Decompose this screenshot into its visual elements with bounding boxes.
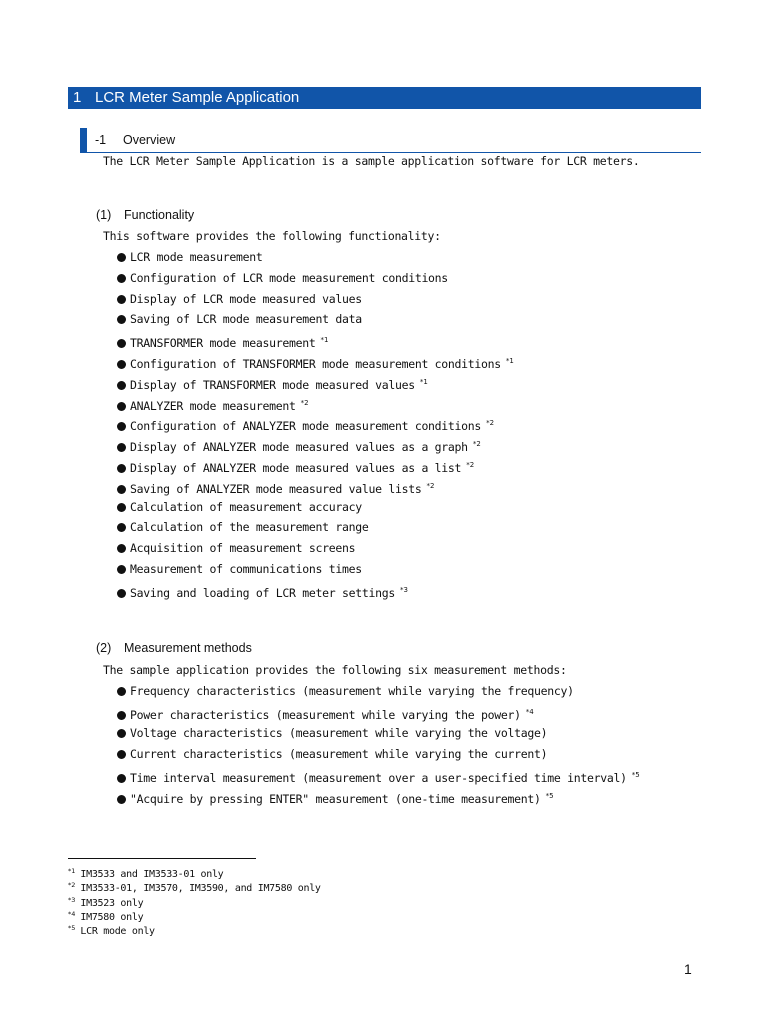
- bullet-icon: [117, 589, 126, 598]
- page-number: 1: [684, 961, 692, 977]
- functionality-list: [117, 247, 514, 601]
- list-item: [117, 744, 640, 765]
- list-item: [117, 351, 514, 372]
- footnote-reference: *5: [631, 771, 640, 779]
- list-item: [117, 372, 514, 393]
- section-number: -1: [95, 133, 107, 147]
- footnote-reference: *3: [399, 585, 408, 594]
- bullet-icon: [117, 729, 126, 738]
- footnote-list: [68, 864, 321, 938]
- footnote-reference: *1: [419, 377, 428, 386]
- footnote: [68, 921, 321, 938]
- footnote-text: LCR mode only: [80, 926, 155, 938]
- list-item: [117, 497, 514, 518]
- list-item: [117, 538, 514, 559]
- list-item: [117, 786, 640, 807]
- footnote-text: IM3533-01, IM3570, IM3590, and IM7580 only: [80, 883, 321, 895]
- functionality-heading: [96, 208, 194, 222]
- list-item-text: Saving and loading of LCR meter settings: [130, 585, 395, 600]
- list-item: [117, 413, 514, 434]
- bullet-icon: [117, 381, 126, 390]
- bullet-icon: [117, 295, 126, 304]
- footnote-text: IM3533 and IM3533-01 only: [80, 869, 224, 880]
- list-item-text: Current characteristics (measurement while varying the current): [130, 747, 548, 761]
- chapter-title: LCR Meter Sample Application: [95, 89, 300, 106]
- methods-heading-number: (2): [96, 641, 112, 655]
- bullet-icon: [117, 750, 126, 759]
- bullet-icon: [117, 443, 126, 452]
- list-item-text: Configuration of TRANSFORMER mode measurement conditions: [130, 356, 501, 371]
- chapter-number: 1: [73, 89, 82, 106]
- list-item: [117, 580, 514, 601]
- footnote-mark: *2: [68, 881, 76, 890]
- bullet-icon: [117, 253, 126, 262]
- list-item-text: Saving of LCR mode measurement data: [130, 312, 362, 327]
- list-item: [117, 681, 640, 702]
- footnote-reference: *2: [472, 440, 481, 449]
- section-rule: [87, 152, 701, 153]
- list-item-text: LCR mode measurement: [130, 250, 263, 264]
- footnote-text: IM3523 only: [80, 897, 144, 909]
- footnote-mark: *3: [68, 895, 76, 904]
- footnote-reference: *4: [525, 708, 534, 716]
- footnote: [68, 878, 321, 895]
- list-item-text: Power characteristics (measurement while varying the power): [130, 708, 521, 722]
- list-item-text: Display of ANALYZER mode measured values as a graph: [130, 440, 468, 455]
- list-item: [117, 393, 514, 414]
- bullet-icon: [117, 565, 126, 574]
- footnote-mark: *4: [68, 909, 76, 918]
- methods-intro: The sample application provides the following six measurement methods:: [103, 663, 567, 677]
- bullet-icon: [117, 544, 126, 553]
- list-item-text: ANALYZER mode measurement: [130, 398, 296, 413]
- list-item: [117, 723, 640, 744]
- list-item-text: "Acquire by pressing ENTER" measurement (one-time measurement): [130, 792, 541, 806]
- list-item-text: Acquisition of measurement screens: [130, 541, 356, 556]
- footnote-reference: *2: [486, 419, 495, 428]
- list-item-text: Display of TRANSFORMER mode measured values: [130, 377, 415, 392]
- list-item-text: Configuration of LCR mode measurement conditions: [130, 270, 448, 285]
- list-item: [117, 476, 514, 497]
- list-item-text: Calculation of the measurement range: [130, 520, 369, 535]
- footnote: [68, 907, 321, 921]
- list-item: [117, 289, 514, 310]
- bullet-icon: [117, 315, 126, 324]
- functionality-heading-number: (1): [96, 208, 112, 222]
- list-item-text: Display of ANALYZER mode measured values as a list: [130, 460, 462, 475]
- footnote-reference: *2: [426, 481, 435, 490]
- bullet-icon: [117, 774, 126, 783]
- list-item-text: Frequency characteristics (measurement while varying the frequency): [130, 684, 574, 698]
- section-marker: [80, 128, 87, 153]
- footnote-reference: *1: [320, 336, 329, 345]
- list-item: [117, 702, 640, 723]
- bullet-icon: [117, 464, 126, 473]
- bullet-icon: [117, 274, 126, 283]
- bullet-icon: [117, 402, 126, 411]
- methods-heading-text: Measurement methods: [124, 641, 252, 655]
- list-item: [117, 268, 514, 289]
- bullet-icon: [117, 687, 126, 696]
- list-item-text: Measurement of communications times: [130, 561, 362, 576]
- list-item-text: Display of LCR mode measured values: [130, 291, 362, 306]
- bullet-icon: [117, 711, 126, 720]
- list-item: [117, 434, 514, 455]
- list-item: [117, 247, 514, 268]
- footnote-reference: *5: [545, 792, 554, 800]
- bullet-icon: [117, 503, 126, 512]
- overview-paragraph: The LCR Meter Sample Application is a sample application software for LCR meters.: [103, 154, 640, 168]
- footnote-rule: [68, 858, 256, 859]
- footnote-mark: *1: [68, 867, 76, 875]
- footnote-reference: *2: [300, 398, 309, 407]
- list-item-text: Time interval measurement (measurement over a user-specified time interval): [130, 771, 627, 785]
- bullet-icon: [117, 485, 126, 494]
- list-item-text: Saving of ANALYZER mode measured value lists: [130, 481, 422, 496]
- footnote: [68, 893, 321, 907]
- list-item-text: TRANSFORMER mode measurement: [130, 336, 316, 351]
- footnote-text: IM7580 only: [80, 911, 144, 923]
- bullet-icon: [117, 422, 126, 431]
- methods-list: [117, 681, 640, 807]
- list-item: [117, 559, 514, 580]
- list-item: [117, 455, 514, 476]
- list-item: [117, 330, 514, 351]
- bullet-icon: [117, 523, 126, 532]
- section-heading: [95, 131, 175, 149]
- list-item-text: Configuration of ANALYZER mode measurement conditions: [130, 419, 482, 434]
- section-title: Overview: [123, 133, 176, 147]
- list-item: [117, 765, 640, 786]
- bullet-icon: [117, 795, 126, 804]
- functionality-intro: This software provides the following functionality:: [103, 229, 441, 243]
- footnote-reference: *1: [505, 356, 514, 365]
- methods-heading: [96, 641, 252, 655]
- chapter-header: [68, 87, 701, 109]
- functionality-heading-text: Functionality: [124, 208, 195, 222]
- bullet-icon: [117, 339, 126, 348]
- list-item-text: Calculation of measurement accuracy: [130, 499, 362, 514]
- list-item: [117, 309, 514, 330]
- footnote-mark: *5: [68, 924, 76, 933]
- footnote-reference: *2: [466, 460, 475, 469]
- bullet-icon: [117, 360, 126, 369]
- list-item-text: Voltage characteristics (measurement while varying the voltage): [130, 726, 548, 740]
- footnote: [68, 864, 321, 878]
- list-item: [117, 517, 514, 538]
